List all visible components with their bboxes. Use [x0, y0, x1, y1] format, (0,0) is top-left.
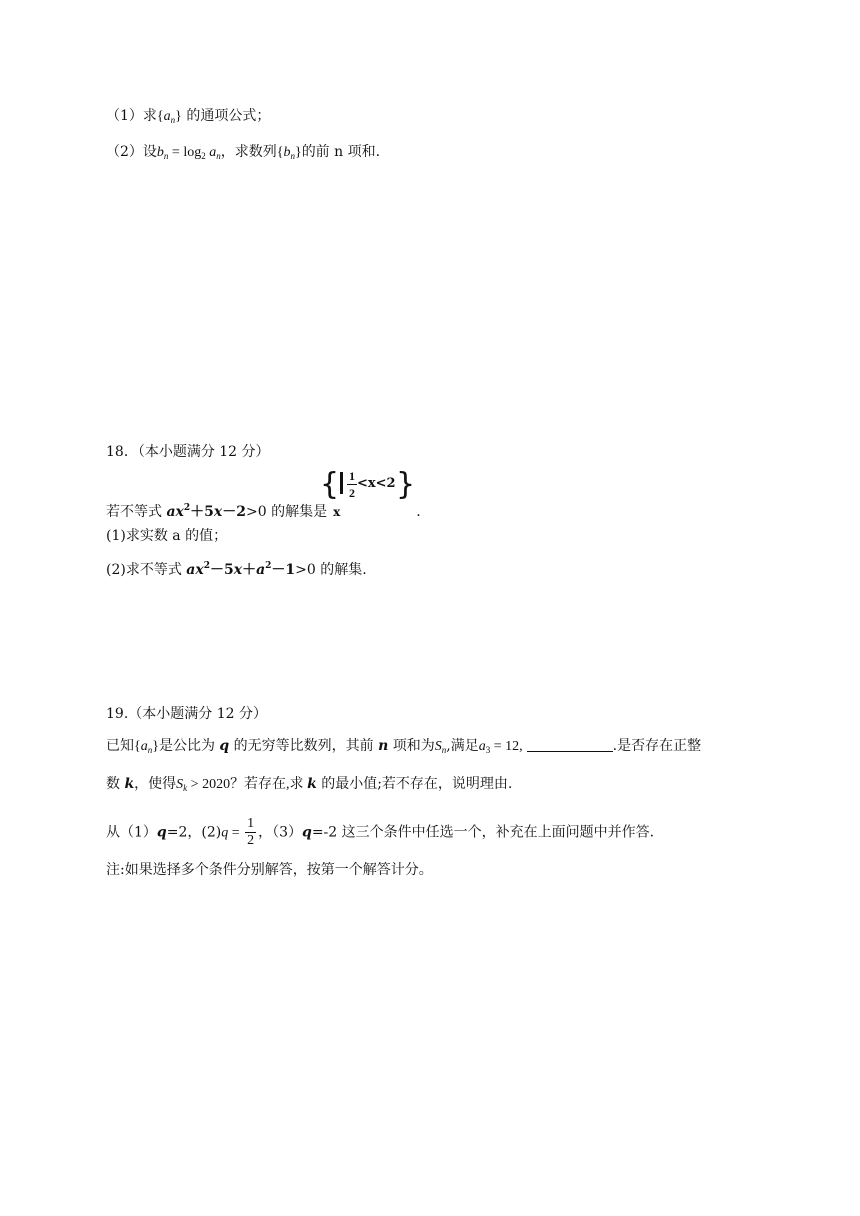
formula-bn: $b_n = \log_2 a_n$ [156, 145, 221, 161]
q19-line1: 已知$\{a_n\}$是公比为 q 的无穷等比数列，其前 n 项和为$S_n$,满足$a_3 = 12$, .是否存在正整 [106, 738, 702, 755]
set-bar [340, 472, 343, 494]
ineq-2: $ax^2-5x+a^2-1$ [186, 561, 296, 578]
q18-part1: (1)求实数 a 的值； [106, 528, 228, 544]
q19-line2: 数 k，使得$S_k > 2020$？若存在,求 k 的最小值;若不存在，说明理由. [106, 776, 513, 793]
set-left-brace: { [320, 467, 340, 502]
q19-note: 注:如果选择多个条件分别解答，按第一个解答计分。 [106, 862, 433, 878]
seq-an: $\{a_n\}$ [156, 109, 182, 125]
set-x: x [333, 505, 341, 519]
seq-bn: $\{b_n\}$ [276, 145, 302, 161]
q17-part2: （2）设$b_n = \log_2 a_n$，求数列$\{b_n\}$的前 n 项和. [106, 144, 381, 161]
set-condition: <x<2 [357, 476, 396, 491]
set-fraction-half: $\frac{1}{2}$ [349, 469, 355, 500]
fill-in-blank[interactable] [527, 737, 613, 752]
q19-line3: 从（1）q=2，(2)q = $\frac{1}{2}$ ，（3）q=-2 这三个条件中任选一个，补充在上面问题中并作答. [106, 816, 655, 848]
q18-line1: 若不等式 $ax^2+5x-2>0$ 的解集是 x . [106, 503, 421, 520]
set-right-brace: } [396, 467, 416, 502]
q18-heading: 18．（本小题满分 12 分） [106, 444, 270, 460]
ineq-1: $ax^2+5x-2$ [166, 503, 246, 520]
q17-part1: （1）求$\{a_n\}$ 的通项公式； [106, 108, 271, 125]
fraction-one-half: $\frac{1}{2}$ [247, 816, 255, 848]
q18-part2: (2)求不等式 $ax^2-5x+a^2-1>0$ 的解集. [106, 561, 367, 578]
q19-heading: 19.（本小题满分 12 分） [106, 706, 267, 722]
